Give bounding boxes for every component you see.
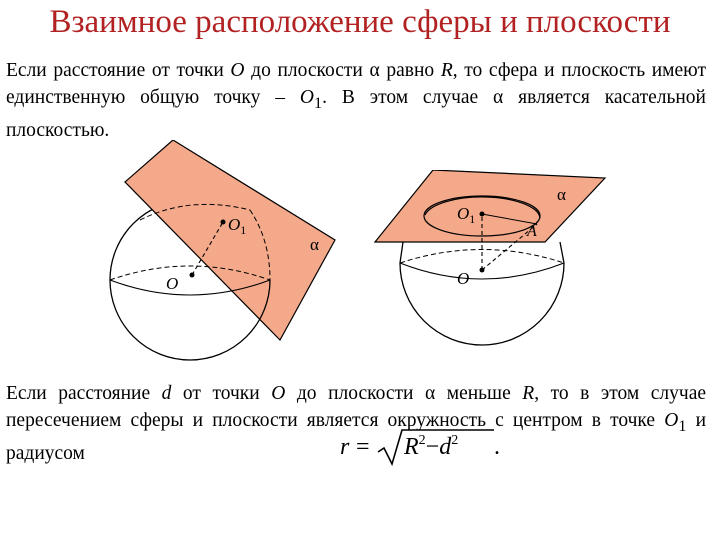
figure-tangent-plane: [100, 140, 360, 365]
formula-exp2: 2: [451, 433, 459, 448]
point-o1-label: O: [299, 87, 314, 108]
paragraph-tangent-plane: [6, 57, 706, 144]
radius-r-label: R: [522, 383, 535, 404]
radius-r-label: R: [440, 60, 453, 81]
sphere-front-arc: [400, 263, 564, 345]
point-o-label: O: [230, 60, 245, 81]
formula-equals: =: [356, 434, 370, 460]
label-o1-main: O: [457, 204, 470, 223]
formula-dot: .: [494, 434, 500, 460]
sphere-side-left: [400, 242, 403, 263]
text-run: и радиусом: [6, 410, 707, 464]
text-run: до плоскости α меньше: [285, 383, 523, 404]
label-alpha: α: [557, 185, 566, 204]
section-center-point: [480, 212, 485, 217]
tangent-plane: [125, 140, 335, 340]
label-o1-sub: 1: [469, 212, 476, 226]
sphere-side-right: [560, 242, 564, 263]
subscript: 1: [313, 93, 323, 112]
figure-secant-plane: [365, 170, 615, 375]
tangent-point: [221, 220, 226, 225]
point-o1-label: O: [664, 410, 679, 431]
formula-R: R: [404, 434, 419, 460]
formula-r: r: [340, 434, 350, 460]
center-point: [190, 273, 195, 278]
page-title: Взаимное расположение сферы и плоскости: [49, 4, 671, 40]
text-run: от точки: [171, 383, 272, 404]
formula-exp1: 2: [418, 433, 426, 448]
formula-d: d: [439, 434, 452, 460]
text-run: до плоскости α равно: [244, 60, 441, 81]
text-run: , то в этом случае пересечением сферы и плоскости является окружность с центром в точке: [6, 383, 707, 431]
point-o-label: O: [271, 383, 286, 404]
label-a: A: [527, 223, 537, 240]
subscript: 1: [678, 416, 687, 435]
formula-radicand: [404, 434, 458, 461]
formula-minus: −: [425, 434, 440, 460]
distance-d-label: d: [161, 383, 172, 404]
text-run: Если расстояние: [6, 383, 162, 404]
secant-plane: [375, 170, 605, 242]
label-o: O: [457, 269, 470, 288]
text-run: Если расстояние от точки: [6, 60, 231, 81]
text-run: . В этом случае α является касательной плоскостью.: [6, 87, 706, 141]
text-run: , то сфера и плоскость имеют единственную общую точку –: [6, 60, 707, 108]
label-o1-sub: 1: [240, 223, 247, 237]
center-point: [480, 268, 485, 273]
label-o1-main: O: [228, 215, 241, 234]
label-alpha: α: [310, 235, 319, 254]
label-o: O: [166, 274, 179, 293]
